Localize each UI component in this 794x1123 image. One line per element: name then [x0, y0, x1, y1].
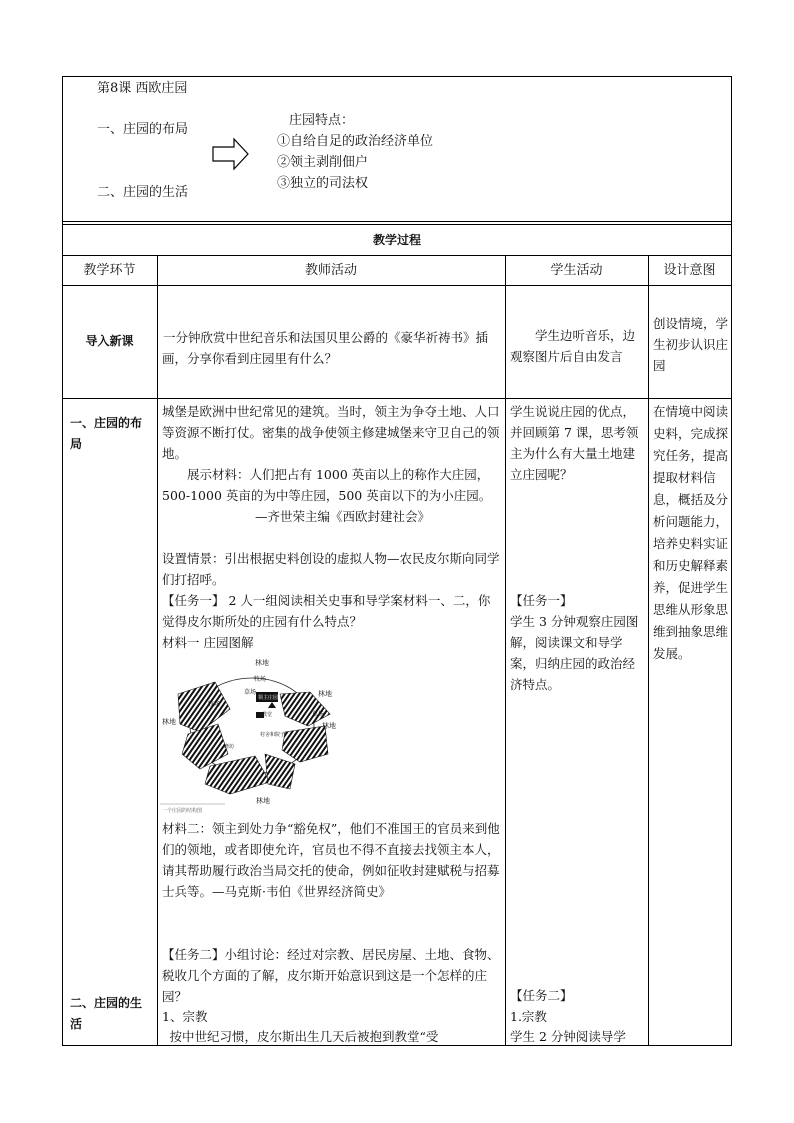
map-label-forest: 林地: [255, 659, 269, 667]
map-label-village: 村舍和院子: [260, 732, 286, 738]
arrow-right-icon: [212, 137, 250, 171]
row2-intent: 在情境中阅读史料，完成探究任务，提高提取材料信息，概括及分析问题能力，培养史料实证和历史解释素养，促进学生思维从形象思维到抽象思维发展。: [653, 404, 729, 661]
lesson-title: 第8课 西欧庄园: [97, 81, 188, 96]
row1-intent: 创设情境，学生初步认识庄园: [653, 316, 729, 373]
map-label-forest: 林地: [318, 690, 332, 698]
map-caption: 一个庄园的结构图: [162, 808, 203, 814]
row2-stage-life: 二、庄园的生活: [70, 996, 143, 1031]
row1-student: 学生边听音乐，边观察图片后自由发言: [510, 328, 636, 364]
student-text: 学生说说庄园的优点，并回顾第 7 课，思考领主为什么有大量土地建立庄园呢？: [510, 404, 639, 482]
outline-layout: 一、庄园的布局: [97, 122, 189, 137]
student-text: 学生 2 分钟阅读导学: [510, 1029, 626, 1044]
manor-map-image: [160, 654, 345, 816]
process-title: 教学过程: [372, 233, 421, 247]
map-label-church: 教堂: [262, 712, 273, 718]
map-label-meadow: 草场: [312, 711, 325, 718]
col-divider: [505, 255, 506, 1046]
col-divider: [648, 255, 649, 1046]
feature-item: ③独立的司法权: [277, 176, 369, 191]
teacher-material2: 材料二：领主到处力争“豁免权”，他们不准国王的官员来到他们的领地，或者即使允许，官员也不得不直接去找领主本人，请其帮助履行政治当局交托的使命，例如征收封建赋税与招募士兵等。—马克斯·韦伯《世界经济简史》: [162, 821, 500, 899]
header-student: 学生活动: [550, 263, 603, 278]
row-divider: [62, 221, 732, 222]
teacher-text: 1、宗教: [162, 1009, 208, 1024]
map-label-manor: 领主庄园: [258, 695, 279, 701]
col-divider: [157, 255, 158, 1046]
teacher-text: 展示材料：人们把占有 1000 英亩以上的称作大庄园，500-1000 英亩的为中等庄园，500 英亩以下的为小庄园。: [162, 467, 492, 503]
student-task2: 【任务二】: [510, 988, 573, 1003]
row-divider: [62, 224, 732, 225]
map-label-forest: 林地: [322, 722, 336, 730]
map-label-pasture: 牧场: [254, 676, 267, 683]
student-text: 1.宗教: [510, 1009, 547, 1024]
teacher-source: —齐世荣主编《西欧封建社会》: [255, 509, 431, 524]
header-intent: 设计意图: [663, 263, 716, 278]
teacher-text: 设置情景：引出根据史料创设的虚拟人物—农民皮尔斯向同学们打招呼。: [162, 551, 500, 587]
map-label-forest: 林地: [256, 797, 270, 805]
teacher-text: 城堡是欧洲中世纪常见的建筑。当时，领主为争夺土地、人口等资源不断打仗。密集的战争使领主修建城堡来守卫自己的领地。: [162, 404, 500, 461]
feature-item: ①自给自足的政治经济单位: [277, 134, 434, 149]
map-label-meadow: 草场: [244, 689, 257, 696]
teacher-task2: 【任务二】小组讨论：经过对宗教、居民房屋、土地、食物、税收几个方面的了解，皮尔斯开始意识到这是一个怎样的庄园？: [162, 947, 500, 1004]
teacher-task1: 【任务一】 2 人一组阅读相关史事和导学案材料一、二，你觉得皮尔斯所处的庄园有什么特点？: [162, 593, 491, 629]
map-label-forest: 林地: [162, 718, 176, 726]
row1-stage: 导入新课: [85, 334, 134, 348]
row-divider: [62, 398, 732, 399]
header-stage: 教学环节: [83, 263, 136, 278]
teacher-text: 按中世纪习惯，皮尔斯出生几天后被抱到教堂“受: [169, 1029, 439, 1044]
outline-life: 二、庄园的生活: [97, 185, 189, 200]
row2-stage-layout: 一、庄园的布局: [70, 416, 143, 451]
row-divider: [62, 285, 732, 286]
row1-teacher: 一分钟欣赏中世纪音乐和法国贝里公爵的《豪华祈祷书》插画，分享你看到庄园里有什么？: [162, 330, 489, 366]
features-title: 庄园特点：: [289, 113, 355, 128]
table-border-top: [62, 76, 732, 77]
teacher-text: 材料一 庄园图解: [162, 635, 254, 650]
student-task1: 【任务一】: [510, 593, 573, 608]
student-text: 学生 3 分钟观察庄园图解，阅读课文和导学案，归纳庄园的政治经济特点。: [510, 614, 639, 692]
feature-item: ②领主剥削佃户: [277, 155, 369, 170]
map-label-mill: 磨坊: [224, 744, 235, 750]
map-label-pasture: 牧场: [208, 701, 221, 708]
row-divider: [62, 255, 732, 256]
header-teacher: 教师活动: [304, 263, 357, 278]
